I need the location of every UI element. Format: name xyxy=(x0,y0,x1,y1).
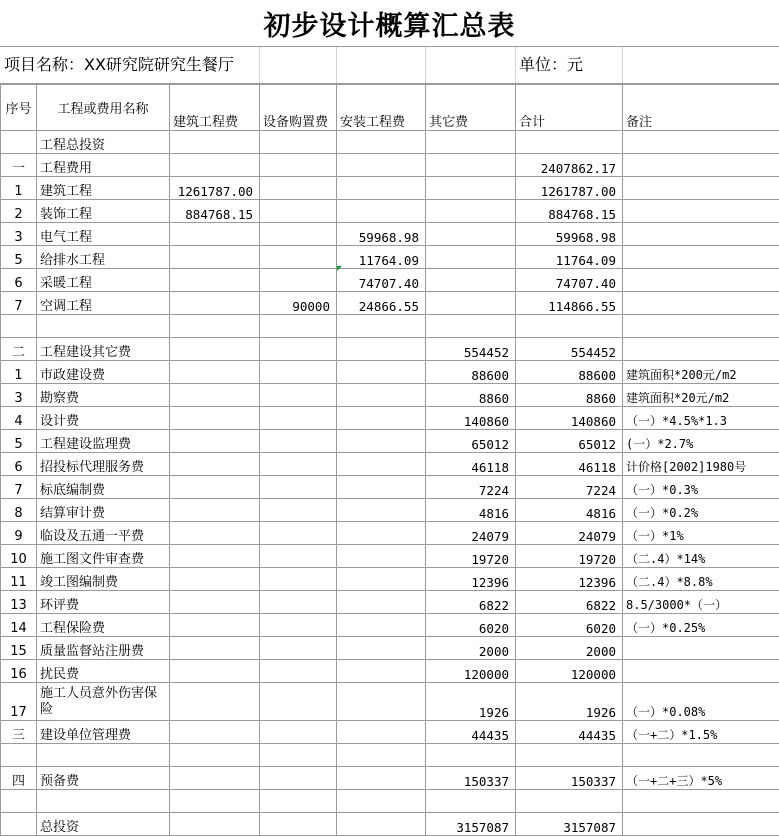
cell-total: 150337 xyxy=(516,767,623,790)
cell-total: 120000 xyxy=(516,660,623,683)
cell-seq xyxy=(1,813,37,836)
cell-remark xyxy=(623,744,779,767)
cell-seq: 5 xyxy=(1,430,37,453)
cell-remark xyxy=(623,269,779,292)
cell-name: 采暖工程 xyxy=(37,269,170,292)
cell-remark xyxy=(623,200,779,223)
cell-install xyxy=(337,476,426,499)
cell-remark: （一）*0.3% xyxy=(623,476,779,499)
cell-install xyxy=(337,591,426,614)
cell-build xyxy=(170,384,260,407)
cell-install xyxy=(337,683,426,721)
cell-equip xyxy=(260,453,337,476)
grid-line xyxy=(622,47,623,83)
cell-seq: 6 xyxy=(1,453,37,476)
cell-total: 2000 xyxy=(516,637,623,660)
cell-build xyxy=(170,476,260,499)
cell-total: 65012 xyxy=(516,430,623,453)
cell-build xyxy=(170,361,260,384)
cell-equip xyxy=(260,384,337,407)
cell-equip xyxy=(260,660,337,683)
cell-total: 19720 xyxy=(516,545,623,568)
cell-other: 3157087 xyxy=(426,813,516,836)
cell-name: 给排水工程 xyxy=(37,246,170,269)
cell-other xyxy=(426,223,516,246)
cell-seq: 17 xyxy=(1,683,37,721)
cell-build xyxy=(170,407,260,430)
header-total: 合计 xyxy=(516,85,623,131)
cell-name xyxy=(37,315,170,338)
cell-other xyxy=(426,200,516,223)
cell-seq xyxy=(1,131,37,154)
cell-name xyxy=(37,790,170,813)
table-row xyxy=(1,223,779,246)
cell-other: 6822 xyxy=(426,591,516,614)
cell-equip xyxy=(260,315,337,338)
cell-name: 市政建设费 xyxy=(37,361,170,384)
cell-install: 24866.55 xyxy=(337,292,426,315)
cell-equip: 90000 xyxy=(260,292,337,315)
cell-other xyxy=(426,269,516,292)
cell-seq: 9 xyxy=(1,522,37,545)
cell-seq: 1 xyxy=(1,361,37,384)
cell-equip xyxy=(260,246,337,269)
cell-install xyxy=(337,614,426,637)
cell-name: 竣工图编制费 xyxy=(37,568,170,591)
cell-other: 44435 xyxy=(426,721,516,744)
table-row xyxy=(1,361,779,384)
cell-remark xyxy=(623,660,779,683)
cell-build xyxy=(170,453,260,476)
cell-remark: （一）*1% xyxy=(623,522,779,545)
table-row xyxy=(1,767,779,790)
cell-remark: 计价格[2002]1980号 xyxy=(623,453,779,476)
cell-build xyxy=(170,767,260,790)
table-row xyxy=(1,292,779,315)
table-row xyxy=(1,246,779,269)
cell-equip xyxy=(260,568,337,591)
cell-name: 环评费 xyxy=(37,591,170,614)
cell-name: 总投资 xyxy=(37,813,170,836)
cell-build xyxy=(170,292,260,315)
cell-total: 1261787.00 xyxy=(516,177,623,200)
cell-install xyxy=(337,361,426,384)
header-seq: 序号 xyxy=(1,85,37,131)
cell-seq: 3 xyxy=(1,223,37,246)
cell-equip xyxy=(260,200,337,223)
cell-seq: 二 xyxy=(1,338,37,361)
header-other: 其它费 xyxy=(426,85,516,131)
title-row xyxy=(0,0,779,47)
cell-name: 施工图文件审查费 xyxy=(37,545,170,568)
cell-remark: （一）*0.08% xyxy=(623,683,779,721)
cell-seq xyxy=(1,744,37,767)
table-row xyxy=(1,683,779,721)
cell-total: 11764.09 xyxy=(516,246,623,269)
cell-seq xyxy=(1,790,37,813)
cell-build xyxy=(170,683,260,721)
cell-seq: 2 xyxy=(1,200,37,223)
cell-other: 8860 xyxy=(426,384,516,407)
cell-name: 工程建设监理费 xyxy=(37,430,170,453)
cell-equip xyxy=(260,614,337,637)
cell-seq: 13 xyxy=(1,591,37,614)
cell-remark: 建筑面积*200元/m2 xyxy=(623,361,779,384)
cell-seq: 三 xyxy=(1,721,37,744)
cell-equip xyxy=(260,177,337,200)
summary-table xyxy=(0,84,779,836)
cell-other xyxy=(426,790,516,813)
cell-seq: 一 xyxy=(1,154,37,177)
cell-other: 150337 xyxy=(426,767,516,790)
cell-other xyxy=(426,131,516,154)
cell-install xyxy=(337,721,426,744)
cell-remark: （一+二+三）*5% xyxy=(623,767,779,790)
grid-line xyxy=(336,47,337,83)
cell-name: 质量监督站注册费 xyxy=(37,637,170,660)
cell-remark: （二.4）*14% xyxy=(623,545,779,568)
cell-install xyxy=(337,177,426,200)
cell-other xyxy=(426,154,516,177)
cell-build: 884768.15 xyxy=(170,200,260,223)
cell-other: 12396 xyxy=(426,568,516,591)
cell-install xyxy=(337,154,426,177)
cell-other: 19720 xyxy=(426,545,516,568)
cell-equip xyxy=(260,154,337,177)
cell-equip xyxy=(260,637,337,660)
table-row xyxy=(1,790,779,813)
cell-install xyxy=(337,744,426,767)
table-row xyxy=(1,637,779,660)
cell-remark: （一）*0.2% xyxy=(623,499,779,522)
cell-name: 勘察费 xyxy=(37,384,170,407)
cell-install xyxy=(337,430,426,453)
cell-other: 6020 xyxy=(426,614,516,637)
cell-build xyxy=(170,591,260,614)
unit-label: 单位：元 xyxy=(519,47,583,83)
cell-seq: 11 xyxy=(1,568,37,591)
header-build: 建筑工程费 xyxy=(170,85,260,131)
cell-other: 120000 xyxy=(426,660,516,683)
cell-name: 建设单位管理费 xyxy=(37,721,170,744)
cell-total: 3157087 xyxy=(516,813,623,836)
table-row xyxy=(1,384,779,407)
cell-remark xyxy=(623,154,779,177)
cell-seq: 5 xyxy=(1,246,37,269)
header-remark: 备注 xyxy=(623,85,779,131)
cell-equip xyxy=(260,790,337,813)
cell-name: 设计费 xyxy=(37,407,170,430)
sheet-title: 初步设计概算汇总表 xyxy=(264,4,516,43)
cell-install xyxy=(337,315,426,338)
cell-name: 结算审计费 xyxy=(37,499,170,522)
cell-name: 施工人员意外伤害保险 xyxy=(37,683,170,721)
cell-total: 554452 xyxy=(516,338,623,361)
cell-install xyxy=(337,522,426,545)
cell-name: 建筑工程 xyxy=(37,177,170,200)
grid-line xyxy=(515,47,516,83)
header-row xyxy=(1,85,779,131)
cell-total: 24079 xyxy=(516,522,623,545)
cell-total: 1926 xyxy=(516,683,623,721)
cell-build xyxy=(170,744,260,767)
cell-total: 12396 xyxy=(516,568,623,591)
cell-build xyxy=(170,522,260,545)
cell-total: 7224 xyxy=(516,476,623,499)
cell-remark xyxy=(623,813,779,836)
cell-seq: 4 xyxy=(1,407,37,430)
cell-remark xyxy=(623,292,779,315)
cell-total: 884768.15 xyxy=(516,200,623,223)
cell-seq: 7 xyxy=(1,476,37,499)
table-row xyxy=(1,813,779,836)
header-name: 工程或费用名称 xyxy=(37,85,170,131)
cell-total: 114866.55 xyxy=(516,292,623,315)
cell-remark: （一）*0.25% xyxy=(623,614,779,637)
cell-name: 空调工程 xyxy=(37,292,170,315)
cell-install: 59968.98 xyxy=(337,223,426,246)
table-row xyxy=(1,407,779,430)
cell-install xyxy=(337,131,426,154)
cell-equip xyxy=(260,767,337,790)
table-row xyxy=(1,177,779,200)
cell-seq: 15 xyxy=(1,637,37,660)
cell-equip xyxy=(260,522,337,545)
cell-total: 44435 xyxy=(516,721,623,744)
cell-build xyxy=(170,430,260,453)
cell-build xyxy=(170,568,260,591)
cell-remark xyxy=(623,637,779,660)
table-row xyxy=(1,476,779,499)
cell-remark xyxy=(623,315,779,338)
cell-other: 65012 xyxy=(426,430,516,453)
cell-install xyxy=(337,767,426,790)
table-row xyxy=(1,154,779,177)
cell-other xyxy=(426,177,516,200)
cell-total: 88600 xyxy=(516,361,623,384)
cell-install xyxy=(337,790,426,813)
cell-equip xyxy=(260,683,337,721)
cell-seq: 6 xyxy=(1,269,37,292)
cell-other: 554452 xyxy=(426,338,516,361)
cell-equip xyxy=(260,744,337,767)
cell-equip xyxy=(260,131,337,154)
table-row xyxy=(1,545,779,568)
cell-seq: 1 xyxy=(1,177,37,200)
cell-other xyxy=(426,744,516,767)
cell-install xyxy=(337,338,426,361)
cell-other xyxy=(426,246,516,269)
table-row xyxy=(1,200,779,223)
cell-equip xyxy=(260,407,337,430)
cell-equip xyxy=(260,223,337,246)
cell-seq: 16 xyxy=(1,660,37,683)
cell-name: 工程费用 xyxy=(37,154,170,177)
table-row xyxy=(1,315,779,338)
cell-total: 74707.40 xyxy=(516,269,623,292)
table-row xyxy=(1,591,779,614)
cell-build: 1261787.00 xyxy=(170,177,260,200)
cell-other: 46118 xyxy=(426,453,516,476)
cell-build xyxy=(170,223,260,246)
cell-equip xyxy=(260,430,337,453)
grid-line xyxy=(425,47,426,83)
cell-remark xyxy=(623,131,779,154)
table-row xyxy=(1,568,779,591)
cell-equip xyxy=(260,499,337,522)
cell-remark xyxy=(623,246,779,269)
cell-other: 140860 xyxy=(426,407,516,430)
cell-build xyxy=(170,790,260,813)
cell-equip xyxy=(260,813,337,836)
cell-name: 工程总投资 xyxy=(37,131,170,154)
cell-equip xyxy=(260,545,337,568)
cell-install xyxy=(337,545,426,568)
cell-name: 装饰工程 xyxy=(37,200,170,223)
cell-install xyxy=(337,453,426,476)
cell-total: 6822 xyxy=(516,591,623,614)
table-row xyxy=(1,453,779,476)
cell-name: 标底编制费 xyxy=(37,476,170,499)
cell-build xyxy=(170,614,260,637)
cell-other: 24079 xyxy=(426,522,516,545)
cell-other: 7224 xyxy=(426,476,516,499)
cell-other: 2000 xyxy=(426,637,516,660)
table-row xyxy=(1,430,779,453)
cell-install xyxy=(337,499,426,522)
table-row xyxy=(1,522,779,545)
cell-install xyxy=(337,200,426,223)
cell-remark: 8.5/3000*（一） xyxy=(623,591,779,614)
cell-remark: （一）*4.5%*1.3 xyxy=(623,407,779,430)
table-row xyxy=(1,614,779,637)
table-row xyxy=(1,744,779,767)
cell-remark: 建筑面积*20元/m2 xyxy=(623,384,779,407)
cell-build xyxy=(170,545,260,568)
cell-build xyxy=(170,660,260,683)
cell-remark: （二.4）*8.8% xyxy=(623,568,779,591)
cell-total: 6020 xyxy=(516,614,623,637)
cell-other xyxy=(426,315,516,338)
cell-install xyxy=(337,407,426,430)
cell-total xyxy=(516,744,623,767)
cell-total: 4816 xyxy=(516,499,623,522)
table-row xyxy=(1,131,779,154)
cell-other: 1926 xyxy=(426,683,516,721)
cell-equip xyxy=(260,591,337,614)
cell-remark: (一）*2.7% xyxy=(623,430,779,453)
cell-comment-marker xyxy=(337,266,342,271)
cell-total xyxy=(516,315,623,338)
cell-total: 59968.98 xyxy=(516,223,623,246)
cell-seq: 8 xyxy=(1,499,37,522)
cell-other xyxy=(426,292,516,315)
cell-install xyxy=(337,637,426,660)
cell-build xyxy=(170,338,260,361)
cell-name: 工程建设其它费 xyxy=(37,338,170,361)
cell-remark: （一+二）*1.5% xyxy=(623,721,779,744)
cell-install xyxy=(337,568,426,591)
cell-name: 临设及五通一平费 xyxy=(37,522,170,545)
cell-equip xyxy=(260,338,337,361)
cell-remark xyxy=(623,223,779,246)
cell-install: 11764.09 xyxy=(337,246,426,269)
grid-line xyxy=(259,47,260,83)
cell-total: 46118 xyxy=(516,453,623,476)
cell-other: 4816 xyxy=(426,499,516,522)
cell-name: 电气工程 xyxy=(37,223,170,246)
cell-seq: 10 xyxy=(1,545,37,568)
cell-install xyxy=(337,660,426,683)
cell-build xyxy=(170,315,260,338)
cell-build xyxy=(170,154,260,177)
cell-build xyxy=(170,246,260,269)
cell-equip xyxy=(260,361,337,384)
cell-build xyxy=(170,813,260,836)
cell-total xyxy=(516,131,623,154)
cell-name: 工程保险费 xyxy=(37,614,170,637)
project-name-label: 项目名称：XX研究院研究生餐厅 xyxy=(4,47,234,83)
cell-equip xyxy=(260,721,337,744)
cell-build xyxy=(170,131,260,154)
cell-install xyxy=(337,384,426,407)
cell-install xyxy=(337,813,426,836)
cell-name: 招投标代理服务费 xyxy=(37,453,170,476)
cell-equip xyxy=(260,476,337,499)
cell-build xyxy=(170,721,260,744)
cell-remark xyxy=(623,338,779,361)
cell-name: 扰民费 xyxy=(37,660,170,683)
cell-seq xyxy=(1,315,37,338)
table-row xyxy=(1,660,779,683)
cell-remark xyxy=(623,177,779,200)
cell-total: 2407862.17 xyxy=(516,154,623,177)
cell-name xyxy=(37,744,170,767)
cell-remark xyxy=(623,790,779,813)
table-row xyxy=(1,499,779,522)
table-row xyxy=(1,721,779,744)
cell-seq: 7 xyxy=(1,292,37,315)
cell-seq: 四 xyxy=(1,767,37,790)
cell-build xyxy=(170,499,260,522)
cell-install: 74707.40 xyxy=(337,269,426,292)
header-install: 安装工程费 xyxy=(337,85,426,131)
cell-seq: 3 xyxy=(1,384,37,407)
cell-total: 8860 xyxy=(516,384,623,407)
cell-seq: 14 xyxy=(1,614,37,637)
cell-name: 预备费 xyxy=(37,767,170,790)
cell-total: 140860 xyxy=(516,407,623,430)
cell-other: 88600 xyxy=(426,361,516,384)
project-info-row xyxy=(0,47,779,84)
table-row xyxy=(1,338,779,361)
cell-build xyxy=(170,269,260,292)
cell-build xyxy=(170,637,260,660)
cell-equip xyxy=(260,269,337,292)
cell-total xyxy=(516,790,623,813)
header-equip: 设备购置费 xyxy=(260,85,337,131)
table-row xyxy=(1,269,779,292)
